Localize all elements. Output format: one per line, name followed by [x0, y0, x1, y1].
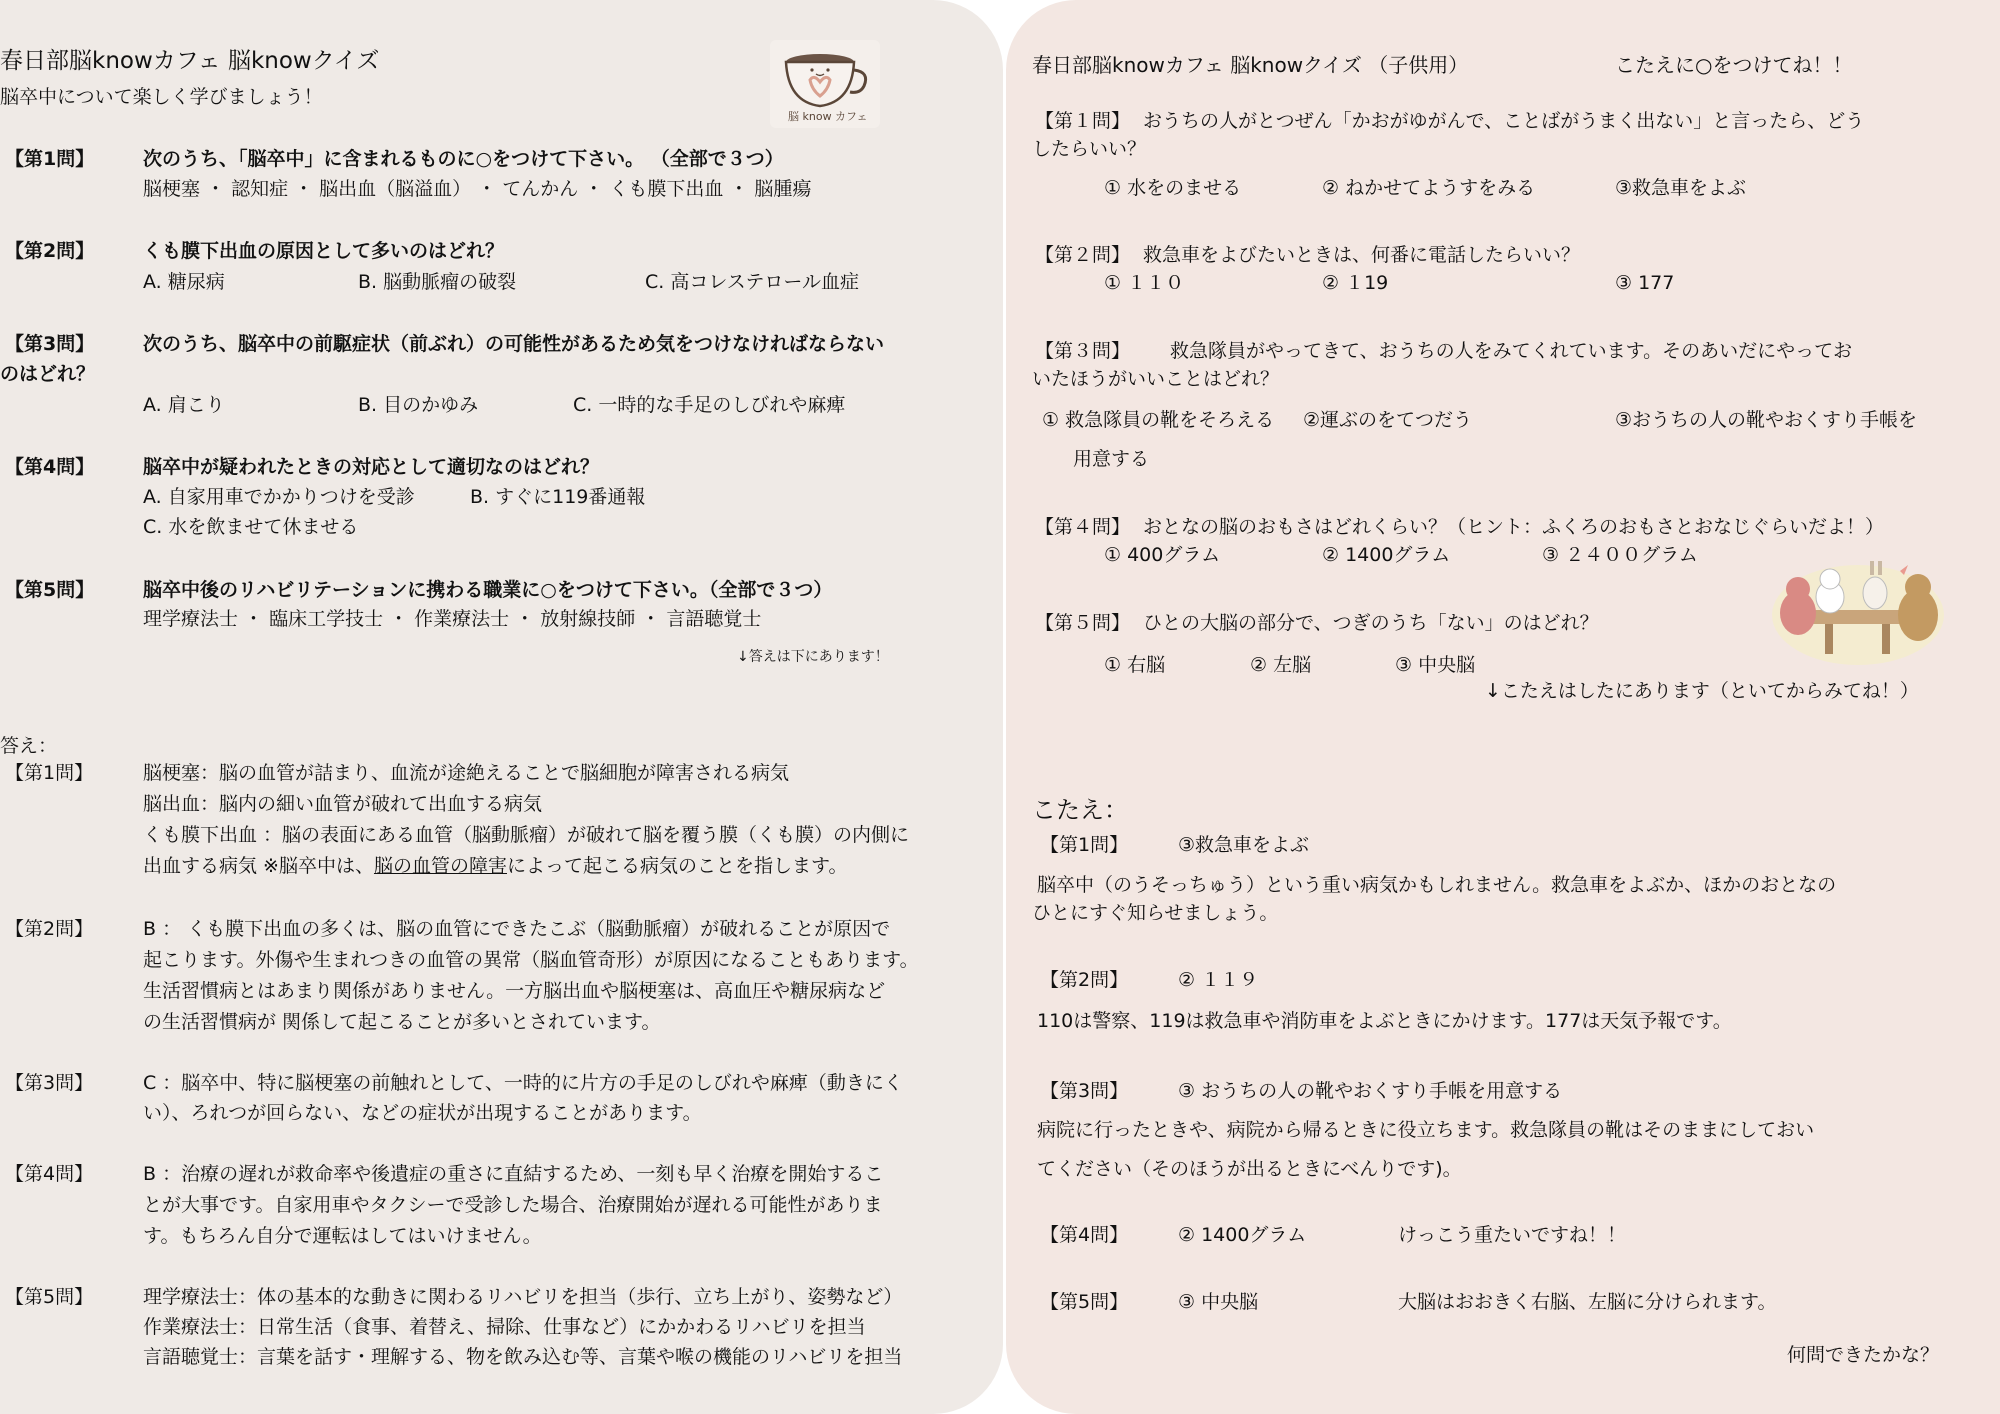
- q3-question-cont: のはどれ？: [0, 363, 96, 385]
- ka3-label: 【第3問】: [1040, 1080, 1129, 1102]
- q4-label: 【第4問】: [5, 456, 95, 478]
- a5-line: 作業療法士：日常生活（食事、着替え、掃除、仕事など）にかかわるリハビリを担当: [143, 1316, 866, 1338]
- ka4-comment: けっこう重たいですね！！: [1398, 1224, 1627, 1246]
- ka5-label: 【第5問】: [1040, 1291, 1129, 1313]
- answer-note: ↓答えは下にあります！: [737, 649, 889, 665]
- ka1-line: ひとにすぐ知らせましょう。: [1032, 902, 1279, 924]
- page-subtitle: 脳卒中について楽しく学びましょう！: [0, 86, 323, 108]
- a2-line: 生活習慣病とはあまり関係がありません。一方脳出血や脳梗塞は、高血圧や糖尿病など: [143, 980, 886, 1002]
- a2-line: 起こります。外傷や生まれつきの血管の異常（脳血管奇形）が原因になることもあります。: [143, 949, 919, 971]
- q4-question: 脳卒中が疑われたときの対応として適切なのはどれ？: [143, 456, 600, 478]
- kq3-option-3: ③おうちの人の靴やおくすり手帳を: [1615, 409, 1918, 431]
- a1-text: 出血する病気 ※脳卒中は、: [143, 855, 374, 877]
- a3-line: C ：脳卒中、特に脳梗塞の前触れとして、一時的に片方の手足のしびれや麻痺（動きにく: [143, 1072, 903, 1094]
- kq1-question-cont: したらいい？: [1032, 138, 1147, 160]
- kq1-option-3: ③救急車をよぶ: [1615, 177, 1747, 199]
- kids-instruction: こたえに○をつけてね！！: [1615, 53, 1853, 77]
- kq5-option-1: ① 右脳: [1104, 654, 1166, 676]
- kq4-question: おとなの脳のおもさはどれくらい？（ヒント：ふくろのおもさとおなじぐらいだよ！）: [1143, 516, 1885, 538]
- q1-label: 【第1問】: [5, 148, 95, 170]
- kq3-option-1: ① 救急隊員の靴をそろえる: [1042, 409, 1275, 431]
- kids-answers-heading: こたえ：: [1032, 796, 1128, 824]
- animals-illustration: [1770, 555, 1945, 665]
- q4-option-b: B. すぐに119番通報: [470, 486, 646, 508]
- kq5-option-2: ② 左脳: [1250, 654, 1312, 676]
- q3-label: 【第3問】: [5, 333, 95, 355]
- q5-options: 理学療法士 ・ 臨床工学技士 ・ 作業療法士 ・ 放射線技師 ・ 言語聴覚士: [143, 608, 762, 630]
- kq5-question: ひとの大脳の部分で、つぎのうち「ない」のはどれ？: [1143, 612, 1599, 634]
- a1-line-last: [143, 851, 847, 881]
- q2-label: 【第2問】: [5, 240, 95, 262]
- ka3-line: 病院に行ったときや、病院から帰るときに役立ちます。救急隊員の靴はそのままにしておい: [1037, 1119, 1815, 1141]
- a4-line: す。もちろん自分で運転はしてはいけません。: [143, 1225, 542, 1247]
- q2-question: くも膜下出血の原因として多いのはどれ？: [143, 240, 505, 262]
- kq4-option-3: ③ ２４００グラム: [1542, 544, 1698, 566]
- kq4-label: 【第４問】: [1035, 516, 1131, 538]
- ka1-line: 脳卒中（のうそっちゅう）という重い病気かもしれません。救急車をよぶか、ほかのおとなの: [1037, 874, 1837, 896]
- kq4-option-2: ② 1400グラム: [1322, 544, 1451, 566]
- kq2-question: 救急車をよびたいときは、何番に電話したらいい？: [1143, 244, 1581, 266]
- a3-line: い）、ろれつが回らない、などの症状が出現することがあります。: [143, 1102, 702, 1124]
- ka4-answer: ② 1400グラム: [1178, 1224, 1307, 1246]
- a1-label: 【第1問】: [5, 762, 94, 784]
- q5-question: 脳卒中後のリハビリテーションに携わる職業に○をつけて下さい。（全部で３つ）: [143, 579, 833, 601]
- kq1-question: おうちの人がとつぜん「かおがゆがんで、ことばがうまく出ない」と言ったら、どう: [1143, 110, 1865, 132]
- ka2-line: 110は警察、119は救急車や消防車をよぶときにかけます。177は天気予報です。: [1037, 1010, 1732, 1032]
- q3-option-c: C. 一時的な手足のしびれや麻痺: [573, 394, 846, 416]
- ka5-answer: ③ 中央脳: [1178, 1291, 1259, 1313]
- kq5-label: 【第５問】: [1035, 612, 1131, 634]
- q3-question: 次のうち、脳卒中の前駆症状（前ぶれ）の可能性があるため気をつけなければならない: [143, 333, 885, 355]
- q1-question: 次のうち、「脳卒中」に含まれるものに○をつけて下さい。 （全部で３つ）: [143, 148, 784, 170]
- q4-option-a: A. 自家用車でかかりつけを受診: [143, 486, 415, 508]
- ka4-label: 【第4問】: [1040, 1224, 1129, 1246]
- ka2-answer: ② １１９: [1178, 969, 1259, 991]
- page-title: 春日部脳knowカフェ 脳knowクイズ: [0, 48, 380, 74]
- ka3-answer: ③ おうちの人の靴やおくすり手帳を用意する: [1178, 1080, 1563, 1102]
- kq2-option-1: ① １１０: [1104, 272, 1185, 294]
- kq3-label: 【第３問】: [1035, 340, 1131, 362]
- a1-underlined-text: 脳の血管の障害: [373, 855, 507, 877]
- q5-label: 【第5問】: [5, 579, 95, 601]
- a5-label: 【第5問】: [5, 1286, 94, 1308]
- a4-line: B ：治療の遅れが救命率や後遺症の重さに直結するため、一刻も早く治療を開始するこ: [143, 1163, 884, 1185]
- kids-answer-note: ↓こたえはしたにあります（といてからみてね！）: [1485, 680, 1919, 702]
- logo-text: 脳 know カフェ: [788, 110, 868, 123]
- ka1-label: 【第1問】: [1040, 834, 1129, 856]
- q1-options: 脳梗塞 ・ 認知症 ・ 脳出血（脳溢血） ・ てんかん ・ くも膜下出血 ・ 脳腫瘍: [143, 178, 812, 200]
- kq2-label: 【第２問】: [1035, 244, 1131, 266]
- ka1-answer: ③救急車をよぶ: [1178, 834, 1310, 856]
- q2-option-c: C. 高コレステロール血症: [645, 271, 860, 293]
- a4-label: 【第4問】: [5, 1163, 94, 1185]
- kq3-question: 救急隊員がやってきて、おうちの人をみてくれています。そのあいだにやってお: [1170, 340, 1853, 362]
- a5-line: 言語聴覚士：言葉を話す・理解する、物を飲み込む等、言葉や喉の機能のリハビリを担当: [143, 1346, 903, 1368]
- kq3-question-cont: いたほうがいいことはどれ？: [1032, 368, 1280, 390]
- ka2-label: 【第2問】: [1040, 969, 1129, 991]
- kq2-option-3: ③ 177: [1615, 272, 1675, 294]
- q3-option-a: A. 肩こり: [143, 394, 225, 416]
- kq5-option-3: ③ 中央脳: [1395, 654, 1476, 676]
- cafe-logo: [770, 40, 880, 128]
- a2-label: 【第2問】: [5, 918, 94, 940]
- a2-line: B ： くも膜下出血の多くは、脳の血管にできたこぶ（脳動脈瘤）が破れることが原因で: [143, 918, 891, 940]
- kq3-option-2: ②運ぶのをてつだう: [1303, 409, 1473, 431]
- q3-option-b: B. 目のかゆみ: [358, 394, 479, 416]
- a1-line: 脳梗塞：脳の血管が詰まり、血流が途絶えることで脳細胞が障害される病気: [143, 762, 790, 784]
- a3-label: 【第3問】: [5, 1072, 94, 1094]
- a1-line: 脳出血：脳内の細い血管が破れて出血する病気: [143, 793, 543, 815]
- kq1-option-2: ② ねかせてようすをみる: [1322, 177, 1536, 199]
- a1-line: くも膜下出血 ：脳の表面にある血管（脳動脈瘤）が破れて脳を覆う膜（くも膜）の内側に: [143, 824, 910, 846]
- q4-option-c: C. 水を飲ませて休ませる: [143, 516, 359, 538]
- a4-line: とが大事です。自家用車やタクシーで受診した場合、治療開始が遅れる可能性がありま: [143, 1194, 883, 1216]
- kids-quiz-panel: [1006, 0, 2000, 1414]
- a1-text: によって起こる病気のことを指します。: [506, 855, 848, 877]
- kq2-option-2: ② １19: [1322, 272, 1389, 294]
- kq4-option-1: ① 400グラム: [1104, 544, 1221, 566]
- kq1-option-1: ① 水をのませる: [1104, 177, 1242, 199]
- kq1-label: 【第１問】: [1035, 110, 1131, 132]
- q2-option-b: B. 脳動脈瘤の破裂: [358, 271, 517, 293]
- closing-question: 何問できたかな？: [1787, 1344, 1940, 1366]
- q2-option-a: A. 糖尿病: [143, 271, 225, 293]
- answers-heading: 答え：: [0, 735, 58, 757]
- ka3-line: てください（そのほうが出るときにべんりです)。: [1037, 1158, 1462, 1180]
- a2-line: の生活習慣病が 関係して起こることが多いとされています。: [143, 1011, 661, 1033]
- kq3-option-3-cont: 用意する: [1073, 448, 1150, 470]
- a5-line: 理学療法士：体の基本的な動きに関わるリハビリを担当（歩行、立ち上がり、姿勢など）: [143, 1286, 903, 1308]
- kids-title: 春日部脳knowカフェ 脳knowクイズ （子供用）: [1032, 53, 1469, 77]
- ka5-comment: 大脳はおおきく右脳、左脳に分けられます。: [1398, 1291, 1777, 1313]
